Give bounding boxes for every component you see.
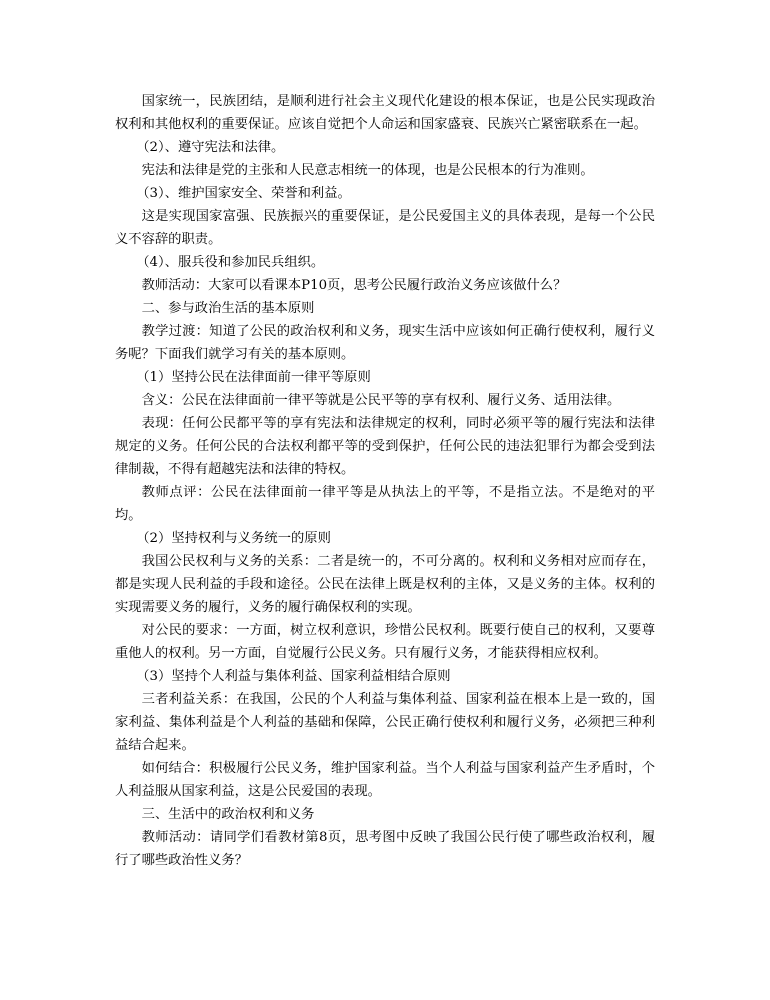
paragraph-heading: （3）、维护国家安全、荣誉和利益。 bbox=[136, 186, 351, 201]
paragraph: 国家统一，民族团结，是顺利进行社会主义现代化建设的根本保证，也是公民实现政治权利和其他权利的重要保证。应该自觉把个人命运和国家盛衰、民族兴亡紧密联系在一起。 bbox=[115, 94, 655, 132]
paragraph: 教师点评：公民在法律面前一律平等是从执法上的平等，不是指立法。不是绝对的平均。 bbox=[115, 485, 655, 523]
section-heading: 二、参与政治生活的基本原则 bbox=[141, 301, 315, 316]
document-body bbox=[115, 90, 655, 872]
paragraph: 这是实现国家富强、民族振兴的重要保证，是公民爱国主义的具体表现，是每一个公民义不容辞的职责。 bbox=[115, 209, 655, 247]
paragraph-heading: （2）、遵守宪法和法律。 bbox=[136, 140, 285, 155]
section-heading: 三、生活中的政治权利和义务 bbox=[141, 807, 315, 822]
paragraph: 如何结合：积极履行公民义务，维护国家利益。当个人利益与国家利益产生矛盾时，个人利益服从国家利益，这是公民爱国的表现。 bbox=[115, 761, 655, 799]
paragraph-heading: （2）坚持权利与义务统一的原则 bbox=[136, 531, 331, 546]
paragraph: 三者利益关系：在我国，公民的个人利益与集体利益、国家利益在根本上是一致的，国家利益、集体利益是个人利益的基础和保障，公民正确行使权利和履行义务，必须把三种利益结合起来。 bbox=[115, 692, 655, 753]
paragraph: 教学过渡：知道了公民的政治权利和义务，现实生活中应该如何正确行使权利，履行义务呢？下面我们就学习有关的基本原则。 bbox=[115, 324, 655, 362]
paragraph-heading: （4）、服兵役和参加民兵组织。 bbox=[136, 255, 325, 270]
paragraph: 教师活动：请同学们看教材第8页，思考图中反映了我国公民行使了哪些政治权利，履行了哪些政治性义务？ bbox=[115, 830, 655, 868]
paragraph-heading: （1）坚持公民在法律面前一律平等原则 bbox=[136, 370, 371, 385]
paragraph: 对公民的要求：一方面，树立权利意识，珍惜公民权利。既要行使自己的权利，又要尊重他人的权利。另一方面，自觉履行公民义务。只有履行义务，才能获得相应权利。 bbox=[115, 623, 655, 661]
paragraph: 我国公民权利与义务的关系：二者是统一的，不可分离的。权利和义务相对应而存在，都是实现人民利益的手段和途径。公民在法律上既是权利的主体，又是义务的主体。权利的实现需要义务的履行，义务的履行确保权利的实现。 bbox=[115, 554, 655, 615]
paragraph-heading: （3）坚持个人利益与集体利益、国家利益相结合原则 bbox=[136, 669, 451, 684]
paragraph: 宪法和法律是党的主张和人民意志相统一的体现，也是公民根本的行为准则。 bbox=[141, 163, 594, 178]
paragraph: 教师活动：大家可以看课本P10页，思考公民履行政治义务应该做什么？ bbox=[141, 278, 567, 293]
paragraph: 含义：公民在法律面前一律平等就是公民平等的享有权利、履行义务、适用法律。 bbox=[141, 393, 621, 408]
paragraph: 表现：任何公民都平等的享有宪法和法律规定的权利，同时必须平等的履行宪法和法律规定的义务。任何公民的合法权利都平等的受到保护，任何公民的违法犯罪行为都会受到法律制裁，不得有超越宪法和法律的特权。 bbox=[115, 416, 655, 477]
